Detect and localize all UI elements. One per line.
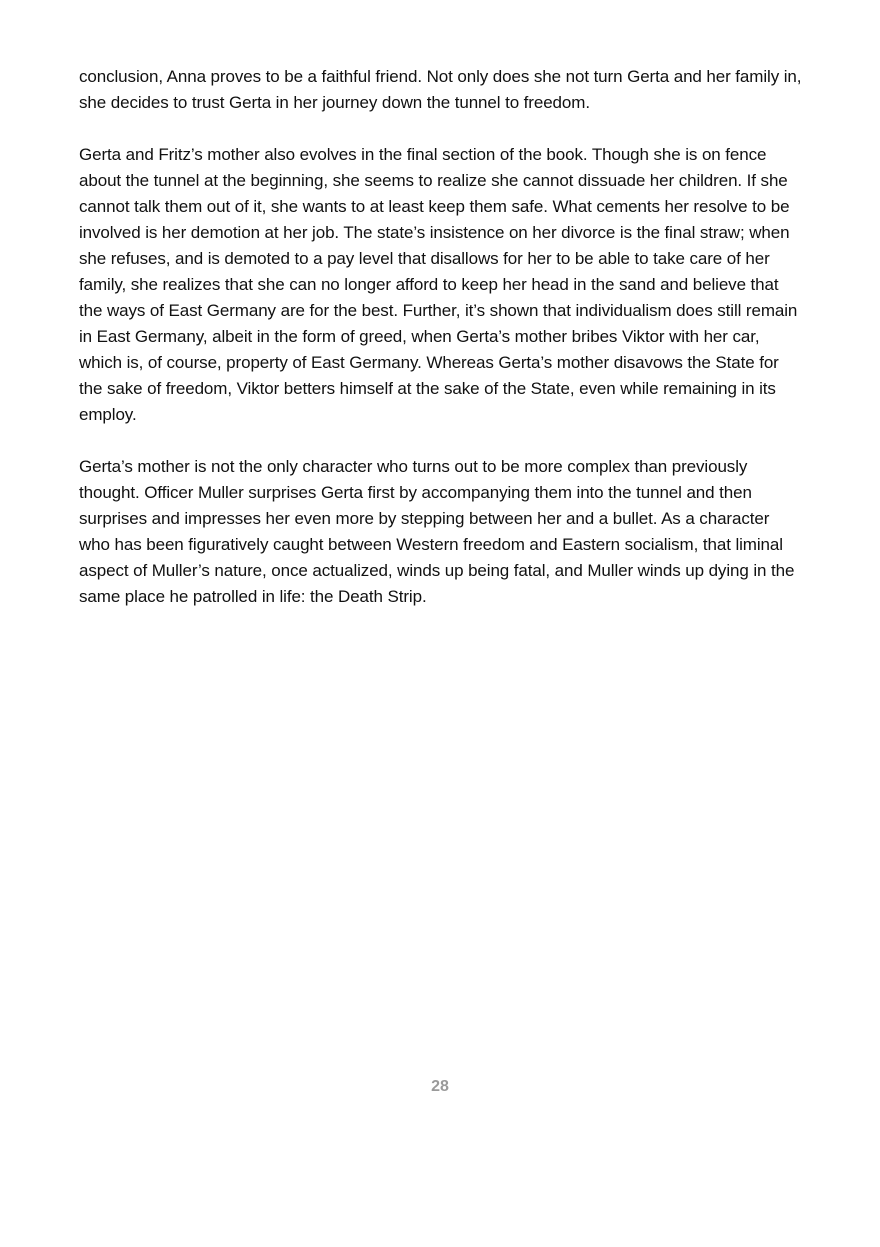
page-number: 28 [431, 1078, 449, 1095]
paragraph: Gerta and Fritz’s mother also evolves in the final section of the book. Though she is on fence about the tunnel at the beginning, she seems to realize she cannot dissuade her children. If she cannot talk them out of it, she wants to at least keep them safe. What cements her resolve to be involved is her demotion at her job. The state’s insistence on her divorce is the final straw; when she refuses, and is demoted to a pay level that disallows for her to be able to take care of her family, she realizes that she can no longer afford to keep her head in the sand and believe that the ways of East Germany are for the best. Further, it’s shown that individualism does still remain in East Germany, albeit in the form of greed, when Gerta’s mother bribes Viktor with her car, which is, of course, property of East Germany. Whereas Gerta’s mother disavows the State for the sake of freedom, Viktor betters himself at the sake of the State, even while remaining in its employ. [79, 145, 798, 424]
paragraph: Gerta’s mother is not the only character who turns out to be more complex than previously thought. Officer Muller surprises Gerta first by accompanying them into the tunnel and then surprises and impresses her even more by stepping between her and a bullet. As a character who has been figuratively caught between Western freedom and Eastern socialism, that liminal aspect of Muller’s nature, once actualized, winds up being fatal, and Muller winds up dying in the same place he patrolled in life: the Death Strip. [79, 457, 795, 606]
body-text [79, 64, 803, 636]
paragraph: conclusion, Anna proves to be a faithful friend. Not only does she not turn Gerta and her family in, she decides to trust Gerta in her journey down the tunnel to freedom. [79, 67, 802, 112]
